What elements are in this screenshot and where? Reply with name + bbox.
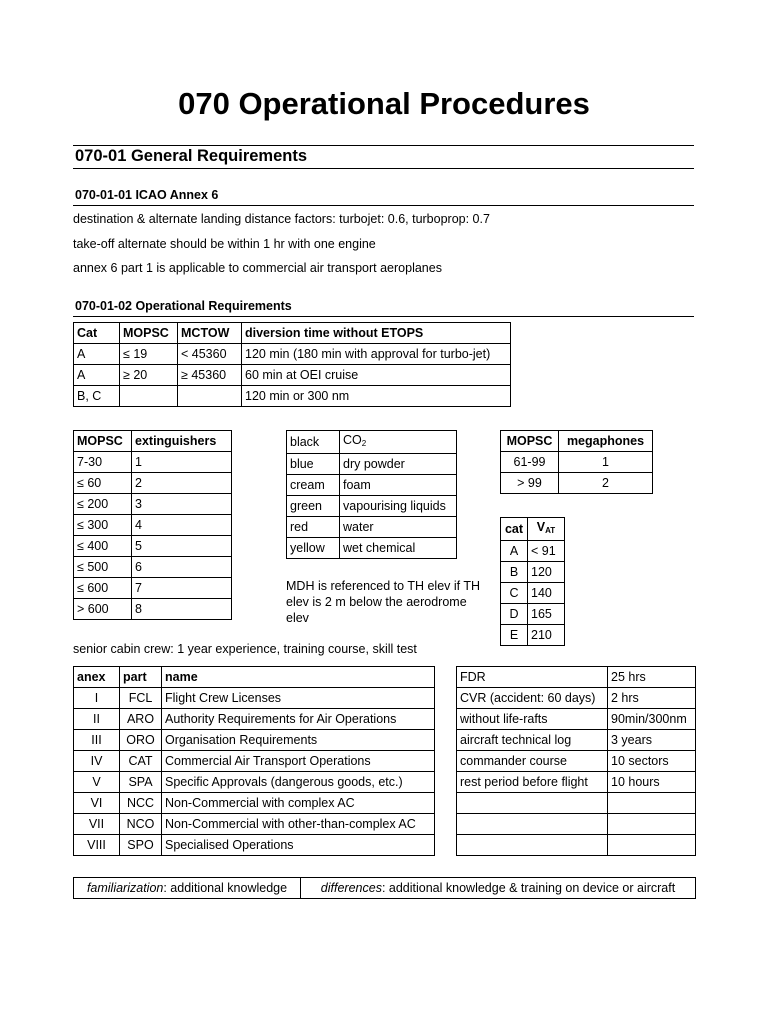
cell: cream: [287, 475, 340, 496]
vat-letter: V: [536, 520, 546, 534]
cabin-crew-note: senior cabin crew: 1 year experience, training course, skill test: [73, 642, 417, 656]
cell: 2: [559, 473, 653, 494]
cell: ≤ 300: [74, 515, 132, 536]
cell: 4: [132, 515, 232, 536]
cell: 7: [132, 578, 232, 599]
cell: 120 min (180 min with approval for turbo-jet): [242, 344, 511, 365]
cell: rest period before flight: [457, 772, 608, 793]
cell: yellow: [287, 538, 340, 559]
table-row: [74, 599, 232, 620]
cell: 140: [528, 583, 565, 604]
cell: 10 sectors: [608, 751, 696, 772]
table-row: [74, 431, 232, 452]
cell: aircraft technical log: [457, 730, 608, 751]
cell: [457, 814, 608, 835]
cell: 3 years: [608, 730, 696, 751]
cell: FCL: [120, 688, 162, 709]
header-megaphones: megaphones: [559, 431, 653, 452]
differences-cell: [301, 878, 696, 899]
cell: ≥ 20: [120, 365, 178, 386]
cell: Authority Requirements for Air Operations: [162, 709, 435, 730]
cell: 6: [132, 557, 232, 578]
vat-subscript: AT: [545, 526, 556, 535]
cell: B: [501, 562, 528, 583]
annex-table: [73, 666, 435, 856]
table-row: [457, 835, 696, 856]
cell: 10 hours: [608, 772, 696, 793]
table-row: [287, 431, 457, 454]
table-row: [457, 667, 696, 688]
header-mopsc: MOPSC: [501, 431, 559, 452]
cell: VIII: [74, 835, 120, 856]
vat-table: [500, 517, 565, 646]
table-row: [74, 688, 435, 709]
cell: vapourising liquids: [340, 496, 457, 517]
cell: CAT: [120, 751, 162, 772]
cell: 3: [132, 494, 232, 515]
table-row: [501, 431, 653, 452]
cell: ARO: [120, 709, 162, 730]
cell: 7-30: [74, 452, 132, 473]
table-row: [287, 517, 457, 538]
page-title: 070 Operational Procedures: [178, 86, 590, 121]
table-row: [457, 793, 696, 814]
table-row: [74, 473, 232, 494]
cell: Organisation Requirements: [162, 730, 435, 751]
ops-req-title: 070-01-02 Operational Requirements: [75, 299, 292, 313]
table-row: [74, 667, 435, 688]
familiarization-term: familiarization: [86, 881, 164, 895]
cell: red: [287, 517, 340, 538]
table-row: [501, 625, 565, 646]
cell: 2 hrs: [608, 688, 696, 709]
cell: A: [501, 541, 528, 562]
cell: A: [74, 365, 120, 386]
table-row: [287, 475, 457, 496]
cell: ≤ 200: [74, 494, 132, 515]
table-row: [74, 536, 232, 557]
cell: ≤ 600: [74, 578, 132, 599]
cell: 120: [528, 562, 565, 583]
table-row: [457, 814, 696, 835]
cell: [608, 793, 696, 814]
cell: 60 min at OEI cruise: [242, 365, 511, 386]
table-row: [74, 365, 511, 386]
table-row: [457, 709, 696, 730]
icao-line-3: annex 6 part 1 is applicable to commercial air transport aeroplanes: [73, 261, 442, 275]
familiarization-cell: [74, 878, 301, 899]
cell: IV: [74, 751, 120, 772]
icao-annex-title: 070-01-01 ICAO Annex 6: [75, 188, 219, 202]
co2-subscript: 2: [361, 439, 367, 448]
cell: black: [287, 431, 340, 454]
cell: [340, 431, 457, 454]
table-row: [501, 604, 565, 625]
cell: 5: [132, 536, 232, 557]
cell: FDR: [457, 667, 608, 688]
cell: > 600: [74, 599, 132, 620]
table-row: [74, 709, 435, 730]
header-mopsc: MOPSC: [74, 431, 132, 452]
cell: CVR (accident: 60 days): [457, 688, 608, 709]
table-row: [74, 878, 696, 899]
cell: [120, 386, 178, 407]
section-rule-bottom: [73, 168, 694, 169]
differences-text: : additional knowledge & training on device or aircraft: [381, 881, 676, 895]
section-rule-top: [73, 145, 694, 146]
cell: I: [74, 688, 120, 709]
cell: [457, 835, 608, 856]
table-row: [74, 323, 511, 344]
table-row: [457, 688, 696, 709]
table-row: [501, 452, 653, 473]
cell: V: [74, 772, 120, 793]
cell: ORO: [120, 730, 162, 751]
co2-text: CO: [343, 433, 362, 447]
cell: Non-Commercial with complex AC: [162, 793, 435, 814]
cell: SPA: [120, 772, 162, 793]
cell: wet chemical: [340, 538, 457, 559]
cell: [608, 835, 696, 856]
cell: < 45360: [178, 344, 242, 365]
cell: [178, 386, 242, 407]
ops-req-rule: [73, 316, 694, 317]
extinguisher-colors-table: [286, 430, 457, 559]
table-row: [74, 344, 511, 365]
cell: 90min/300nm: [608, 709, 696, 730]
mdh-note: MDH is referenced to TH elev if TH elev is 2 m below the aerodrome elev: [286, 579, 481, 625]
familiarization-text: : additional knowledge: [163, 881, 288, 895]
ops-req-table: [73, 322, 511, 407]
cell: ≤ 19: [120, 344, 178, 365]
cell: Specialised Operations: [162, 835, 435, 856]
cell: Flight Crew Licenses: [162, 688, 435, 709]
extinguishers-table: [73, 430, 232, 620]
header-anex: anex: [74, 667, 120, 688]
cell: < 91: [528, 541, 565, 562]
cell: 210: [528, 625, 565, 646]
table-row: [74, 578, 232, 599]
cell: NCO: [120, 814, 162, 835]
table-row: [501, 541, 565, 562]
header-mopsc: MOPSC: [120, 323, 178, 344]
cell: without life-rafts: [457, 709, 608, 730]
cell: 8: [132, 599, 232, 620]
cell: > 99: [501, 473, 559, 494]
table-row: [74, 814, 435, 835]
cell: green: [287, 496, 340, 517]
cell: commander course: [457, 751, 608, 772]
header-part: part: [120, 667, 162, 688]
table-row: [501, 518, 565, 541]
table-row: [74, 557, 232, 578]
icao-rule: [73, 205, 694, 206]
table-row: [501, 583, 565, 604]
cell: 165: [528, 604, 565, 625]
cell: ≥ 45360: [178, 365, 242, 386]
cell: Commercial Air Transport Operations: [162, 751, 435, 772]
table-row: [74, 793, 435, 814]
table-row: [457, 730, 696, 751]
cell: SPO: [120, 835, 162, 856]
table-row: [74, 515, 232, 536]
header-cat: cat: [501, 518, 528, 541]
records-table: [456, 666, 696, 856]
table-row: [287, 454, 457, 475]
table-row: [74, 494, 232, 515]
cell: 25 hrs: [608, 667, 696, 688]
table-row: [74, 452, 232, 473]
cell: ≤ 500: [74, 557, 132, 578]
table-row: [74, 730, 435, 751]
cell: 2: [132, 473, 232, 494]
cell: 61-99: [501, 452, 559, 473]
header-vat: [528, 518, 565, 541]
cell: II: [74, 709, 120, 730]
table-row: [74, 772, 435, 793]
cell: foam: [340, 475, 457, 496]
training-table: [73, 877, 696, 899]
cell: A: [74, 344, 120, 365]
cell: 1: [132, 452, 232, 473]
cell: B, C: [74, 386, 120, 407]
cell: [457, 793, 608, 814]
cell: III: [74, 730, 120, 751]
header-extinguishers: extinguishers: [132, 431, 232, 452]
differences-term: differences: [320, 881, 382, 895]
cell: NCC: [120, 793, 162, 814]
table-row: [74, 386, 511, 407]
cell: Non-Commercial with other-than-complex AC: [162, 814, 435, 835]
header-cat: Cat: [74, 323, 120, 344]
header-name: name: [162, 667, 435, 688]
cell: D: [501, 604, 528, 625]
table-row: [501, 473, 653, 494]
table-row: [74, 751, 435, 772]
header-diversion: diversion time without ETOPS: [242, 323, 511, 344]
cell: 120 min or 300 nm: [242, 386, 511, 407]
header-mctow: MCTOW: [178, 323, 242, 344]
table-row: [457, 751, 696, 772]
cell: VII: [74, 814, 120, 835]
table-row: [457, 772, 696, 793]
cell: Specific Approvals (dangerous goods, etc.): [162, 772, 435, 793]
cell: dry powder: [340, 454, 457, 475]
cell: VI: [74, 793, 120, 814]
table-row: [501, 562, 565, 583]
cell: water: [340, 517, 457, 538]
megaphones-table: [500, 430, 653, 494]
table-row: [287, 496, 457, 517]
table-row: [74, 835, 435, 856]
table-row: [287, 538, 457, 559]
cell: [608, 814, 696, 835]
cell: C: [501, 583, 528, 604]
cell: blue: [287, 454, 340, 475]
cell: 1: [559, 452, 653, 473]
cell: ≤ 400: [74, 536, 132, 557]
icao-line-2: take-off alternate should be within 1 hr with one engine: [73, 237, 376, 251]
icao-line-1: destination & alternate landing distance factors: turbojet: 0.6, turboprop: 0.7: [73, 212, 490, 226]
cell: ≤ 60: [74, 473, 132, 494]
cell: E: [501, 625, 528, 646]
section-title-general: 070-01 General Requirements: [75, 147, 308, 165]
